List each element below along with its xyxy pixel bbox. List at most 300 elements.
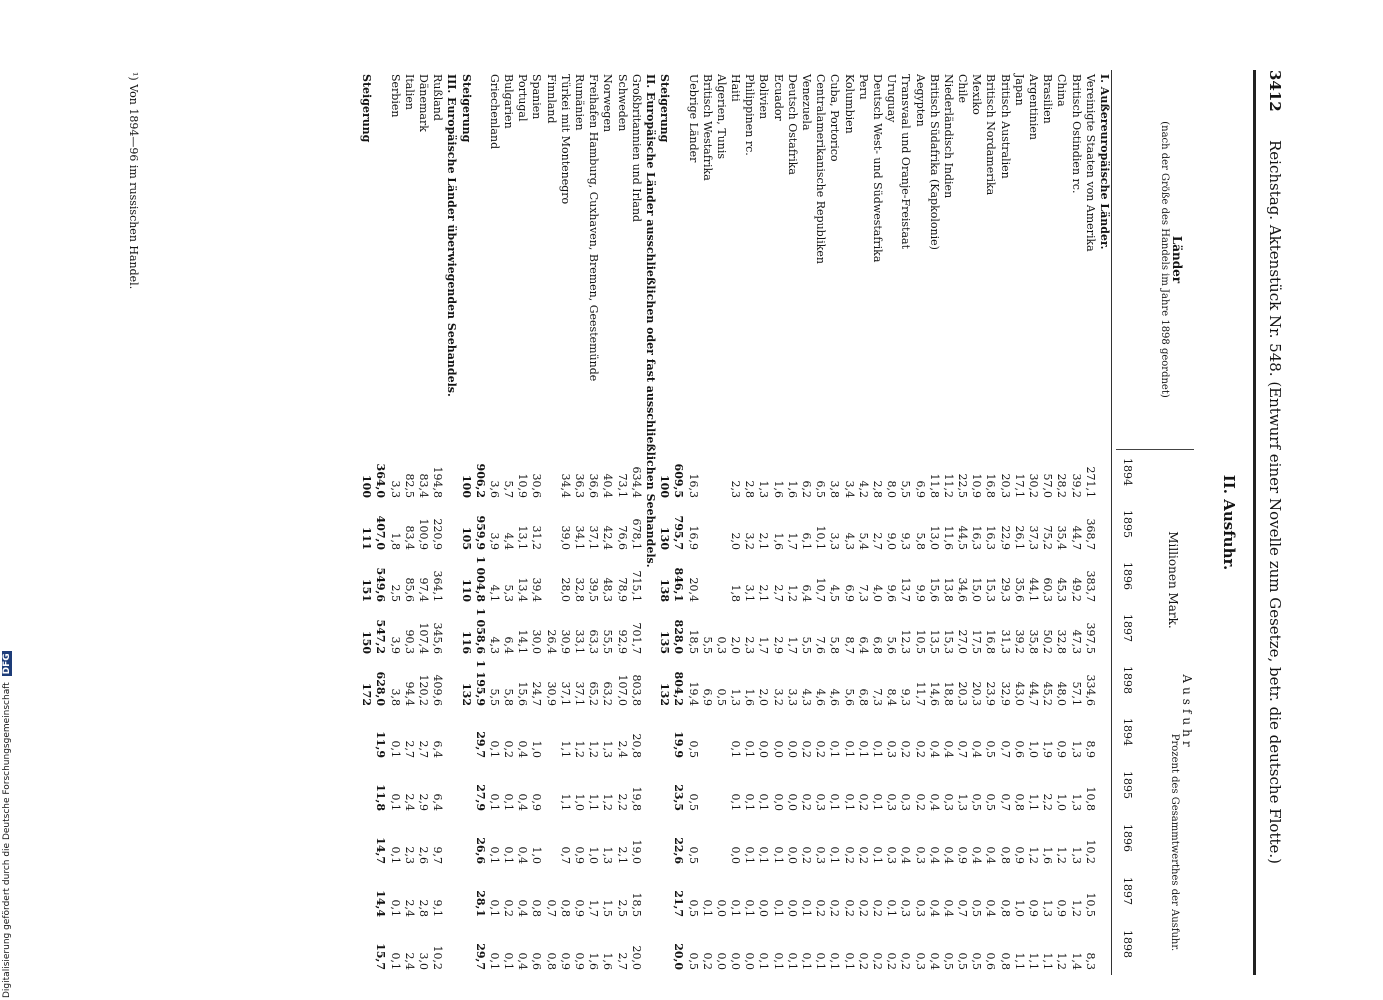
value-millionen: 8,4 — [885, 688, 899, 706]
value-prozent: 1,3 — [601, 846, 615, 864]
table-row — [771, 70, 785, 975]
value-prozent: 0,1 — [487, 793, 501, 811]
value-prozent: 0,1 — [842, 952, 856, 970]
table-row — [529, 70, 543, 975]
country-label: Britisch Nordamerika — [984, 74, 998, 196]
value-millionen: 34,1 — [573, 525, 587, 550]
value-millionen: 16,8 — [984, 629, 998, 654]
value-prozent: 23,5 — [672, 784, 686, 811]
subheader-row — [1166, 450, 1180, 975]
value-millionen: 549,6 — [374, 567, 388, 602]
total-row — [359, 70, 373, 975]
value-prozent: 0,1 — [487, 740, 501, 758]
value-millionen: 6,4 — [800, 584, 814, 602]
table-row — [799, 70, 813, 975]
value-prozent: 1,3 — [956, 793, 970, 811]
country-label: Cuba, Portorico — [828, 74, 842, 162]
value-millionen: 65,2 — [587, 681, 601, 706]
value-prozent: 2,2 — [1041, 793, 1055, 811]
value-millionen: 13,0 — [927, 525, 941, 550]
value-millionen: 16,9 — [686, 525, 700, 550]
value-prozent: 0,1 — [700, 899, 714, 917]
value-prozent: 0,2 — [899, 740, 913, 758]
value-millionen: 20,4 — [686, 577, 700, 602]
value-prozent: 1,3 — [601, 740, 615, 758]
value-prozent: 0,1 — [743, 846, 757, 864]
value-prozent: 0,1 — [828, 793, 842, 811]
column-header-ausfuhr — [1116, 450, 1194, 975]
value-prozent: 9,7 — [431, 846, 445, 864]
value-millionen: 44,7 — [1027, 681, 1041, 706]
country-label: China — [1055, 74, 1069, 107]
value-prozent: 1,2 — [1055, 952, 1069, 970]
year-label: 1896 — [1121, 562, 1134, 590]
value-millionen: 31,2 — [530, 525, 544, 550]
value-millionen: 4,1 — [487, 584, 501, 602]
value-millionen: 30,6 — [530, 473, 544, 498]
value-prozent: 29,7 — [473, 731, 487, 758]
value-millionen: 36,6 — [587, 473, 601, 498]
table-row — [387, 70, 401, 975]
value-millionen: 3,2 — [743, 532, 757, 550]
value-prozent: 0,1 — [757, 846, 771, 864]
value-millionen: 0,5 — [714, 688, 728, 706]
value-millionen: 26,4 — [544, 629, 558, 654]
value-millionen: 100 — [459, 475, 473, 498]
value-prozent: 1,2 — [587, 740, 601, 758]
value-millionen: 10,9 — [970, 473, 984, 498]
value-prozent: 0,1 — [842, 740, 856, 758]
value-prozent: 0,4 — [927, 846, 941, 864]
value-prozent: 0,9 — [573, 899, 587, 917]
value-millionen: 28,0 — [558, 577, 572, 602]
value-prozent: 0,1 — [814, 952, 828, 970]
value-millionen: 17,5 — [970, 629, 984, 654]
value-prozent: 0,1 — [757, 793, 771, 811]
table-row — [941, 70, 955, 975]
value-prozent: 0,4 — [927, 793, 941, 811]
value-prozent: 0,5 — [686, 952, 700, 970]
value-millionen: 715,1 — [629, 570, 643, 602]
country-label: Uebrige Länder — [686, 74, 700, 163]
value-millionen: 27,0 — [956, 629, 970, 654]
page-number: 3412 — [1266, 70, 1284, 112]
value-millionen: 31,3 — [998, 629, 1012, 654]
value-prozent: 0,4 — [516, 899, 530, 917]
value-millionen: 10,7 — [814, 577, 828, 602]
value-millionen: 5,5 — [899, 480, 913, 498]
value-prozent: 0,4 — [984, 846, 998, 864]
value-prozent: 6,4 — [431, 793, 445, 811]
table-row — [685, 70, 699, 975]
table-row — [487, 70, 501, 975]
country-label: Rußland — [431, 74, 445, 121]
value-millionen: 23,9 — [984, 681, 998, 706]
country-label: Uruguay — [885, 74, 899, 123]
value-millionen: 11,6 — [941, 525, 955, 550]
laender-note: (nach der Größe des Handels im Jahre 1898 geordnet) — [1159, 121, 1170, 398]
country-label: Algerien, Tunis — [714, 74, 728, 160]
value-millionen: 15,6 — [927, 577, 941, 602]
country-label: Philippinen rc. — [743, 74, 757, 156]
value-millionen: 2,5 — [388, 584, 402, 602]
value-millionen: 35,6 — [1012, 577, 1026, 602]
value-prozent: 0,2 — [856, 846, 870, 864]
value-millionen: 10,9 — [516, 473, 530, 498]
value-prozent: 1,1 — [1041, 952, 1055, 970]
value-prozent: 0,6 — [1012, 740, 1026, 758]
value-prozent: 2,7 — [417, 740, 430, 758]
value-prozent: 1,6 — [1041, 846, 1055, 864]
table-row — [742, 70, 756, 975]
value-prozent: 8,3 — [1083, 952, 1097, 970]
value-prozent: 0,2 — [856, 899, 870, 917]
table-row — [827, 70, 841, 975]
value-prozent: 0,7 — [998, 793, 1012, 811]
value-prozent: 2,4 — [402, 793, 416, 811]
value-millionen: 3,1 — [743, 584, 757, 602]
digitization-credit — [2, 651, 12, 998]
value-prozent: 1,1 — [558, 793, 572, 811]
table-row — [998, 70, 1012, 975]
value-millionen: 82,5 — [402, 473, 416, 498]
value-millionen: 20,3 — [998, 473, 1012, 498]
value-millionen: 30,9 — [544, 681, 558, 706]
value-millionen: 4,5 — [828, 584, 842, 602]
value-prozent: 0,2 — [913, 793, 927, 811]
rotated-table-sheet — [105, 70, 1290, 975]
country-label: Ecuador — [771, 74, 785, 121]
value-millionen: 132 — [459, 683, 473, 706]
value-prozent: 0,2 — [828, 899, 842, 917]
value-millionen: 39,0 — [558, 525, 572, 550]
value-prozent: 0,1 — [743, 793, 757, 811]
column-header-laender — [1116, 70, 1194, 450]
value-millionen: 906,2 — [473, 463, 487, 498]
value-millionen: 24,7 — [530, 681, 544, 706]
value-prozent: 2,6 — [417, 846, 430, 864]
value-prozent: 19,0 — [629, 839, 643, 864]
year-label: 1895 — [1121, 510, 1134, 538]
value-prozent: 1,0 — [587, 846, 601, 864]
value-millionen: 19,4 — [686, 681, 700, 706]
value-millionen: 9,9 — [913, 584, 927, 602]
section-row — [1097, 70, 1111, 975]
value-millionen: 2,3 — [743, 636, 757, 654]
value-prozent: 0,5 — [970, 793, 984, 811]
value-millionen: 9,0 — [885, 532, 899, 550]
value-millionen: 60,3 — [1041, 577, 1055, 602]
value-millionen: 39,5 — [587, 577, 601, 602]
table-row — [430, 70, 444, 975]
value-millionen: 678,1 — [629, 518, 643, 550]
value-prozent: 0,0 — [714, 899, 728, 917]
value-millionen: 5,4 — [856, 532, 870, 550]
value-millionen: 1,7 — [785, 636, 799, 654]
value-millionen: 409,6 — [431, 674, 445, 706]
value-prozent: 0,5 — [686, 793, 700, 811]
value-prozent: 1,1 — [558, 740, 572, 758]
total-row — [458, 70, 472, 975]
value-millionen: 9,3 — [899, 688, 913, 706]
value-millionen: 6,4 — [856, 636, 870, 654]
country-label: Deutsch Ostafrika — [785, 74, 799, 175]
country-label: Deutsch West- und Südwestafrika — [871, 74, 884, 263]
value-prozent: 28,1 — [473, 890, 487, 917]
value-millionen: 3,3 — [388, 480, 402, 498]
table-row — [700, 70, 714, 975]
value-prozent: 2,7 — [402, 740, 416, 758]
value-prozent: 0,1 — [502, 793, 516, 811]
section-row — [643, 70, 657, 975]
value-prozent: 0,2 — [842, 899, 856, 917]
value-prozent: 0,4 — [927, 899, 941, 917]
value-prozent: 1,0 — [530, 740, 544, 758]
value-millionen: 20,3 — [956, 681, 970, 706]
year-label: 1897 — [1121, 614, 1134, 642]
value-prozent: 20,0 — [672, 943, 686, 970]
value-millionen: 15,3 — [984, 577, 998, 602]
total-row — [373, 70, 387, 975]
value-prozent: 2,4 — [615, 740, 629, 758]
value-prozent: 10,5 — [1083, 892, 1097, 917]
value-millionen: 14,1 — [516, 629, 530, 654]
value-millionen: 43,0 — [1012, 681, 1026, 706]
value-prozent: 0,1 — [487, 846, 501, 864]
value-prozent: 0,2 — [502, 899, 516, 917]
table-row — [714, 70, 728, 975]
value-prozent: 1,0 — [1055, 793, 1069, 811]
laender-heading: Länder — [1170, 235, 1184, 284]
value-prozent: 0,1 — [388, 740, 402, 758]
value-prozent: 0,3 — [899, 899, 913, 917]
value-prozent: 1,0 — [1027, 740, 1041, 758]
value-prozent: 0,2 — [899, 952, 913, 970]
value-prozent: 0,9 — [1055, 740, 1069, 758]
value-millionen: 3,6 — [487, 480, 501, 498]
value-prozent: 0,4 — [941, 740, 955, 758]
value-millionen: 4,6 — [814, 688, 828, 706]
value-prozent: 0,8 — [558, 899, 572, 917]
value-millionen: 4,4 — [502, 532, 516, 550]
value-millionen: 120,2 — [417, 674, 430, 706]
value-prozent: 0,0 — [714, 952, 728, 970]
value-prozent: 2,7 — [615, 952, 629, 970]
value-prozent: 18,5 — [629, 892, 643, 917]
value-prozent: 0,9 — [530, 793, 544, 811]
value-millionen: 30,0 — [530, 629, 544, 654]
value-prozent: 1,3 — [1041, 899, 1055, 917]
value-millionen: 2,8 — [871, 480, 884, 498]
value-prozent: 1,1 — [1027, 793, 1041, 811]
value-millionen: 111 — [360, 527, 374, 550]
table-row — [841, 70, 855, 975]
value-millionen: 803,8 — [629, 674, 643, 706]
table-row — [629, 70, 643, 975]
country-label: Rumänien — [573, 74, 587, 131]
table-row — [1026, 70, 1040, 975]
value-millionen: 35,4 — [1055, 525, 1069, 550]
value-prozent: 1,3 — [1069, 846, 1083, 864]
value-prozent: 1,6 — [601, 952, 615, 970]
value-millionen: 49,2 — [1069, 577, 1083, 602]
value-millionen: 5,3 — [502, 584, 516, 602]
footnote: ¹) Von 1894—96 im russischen Handel. — [127, 72, 140, 290]
value-prozent: 0,0 — [729, 846, 743, 864]
value-prozent: 0,1 — [828, 846, 842, 864]
year-label: 1896 — [1121, 824, 1134, 852]
value-millionen: 364,0 — [374, 463, 388, 498]
country-label: Britisch Südafrika (Kapkolonie) — [927, 74, 941, 250]
value-millionen: 37,1 — [558, 681, 572, 706]
value-millionen: 100 — [360, 475, 374, 498]
value-millionen: 1,8 — [388, 532, 402, 550]
value-millionen: 107,0 — [615, 674, 629, 706]
value-prozent: 0,4 — [516, 793, 530, 811]
value-millionen: 828,0 — [672, 619, 686, 654]
value-millionen: 13,7 — [899, 577, 913, 602]
value-millionen: 13,4 — [516, 577, 530, 602]
value-millionen: 2,0 — [729, 636, 743, 654]
value-prozent: 0,6 — [530, 952, 544, 970]
value-prozent: 14,7 — [374, 837, 388, 864]
value-prozent: 2,4 — [402, 952, 416, 970]
country-label: Kolumbien — [842, 74, 856, 134]
value-millionen: 6,9 — [700, 688, 714, 706]
value-prozent: 0,1 — [487, 899, 501, 917]
value-millionen: 13,1 — [516, 525, 530, 550]
country-label: Bolivien — [757, 74, 771, 120]
value-millionen: 4,0 — [871, 584, 884, 602]
value-millionen: 4,3 — [487, 636, 501, 654]
value-millionen: 83,4 — [417, 473, 430, 498]
value-millionen: 78,9 — [615, 577, 629, 602]
value-millionen: 75,2 — [1041, 525, 1055, 550]
value-millionen: 37,1 — [587, 525, 601, 550]
value-prozent: 29,7 — [473, 943, 487, 970]
value-prozent: 0,7 — [558, 846, 572, 864]
value-millionen: 3,4 — [842, 480, 856, 498]
table-row — [1054, 70, 1068, 975]
table-row — [586, 70, 600, 975]
table-row — [969, 70, 983, 975]
value-millionen: 9,6 — [885, 584, 899, 602]
value-millionen: 6,5 — [814, 480, 828, 498]
value-prozent: 0,5 — [956, 952, 970, 970]
value-prozent: 27,9 — [473, 784, 487, 811]
value-millionen: 22,9 — [998, 525, 1012, 550]
value-millionen: 2,8 — [743, 480, 757, 498]
value-prozent: 0,0 — [785, 899, 799, 917]
value-millionen: 2,3 — [729, 480, 743, 498]
value-millionen: 1,6 — [743, 688, 757, 706]
value-prozent: 0,3 — [913, 899, 927, 917]
country-label: Türkei mit Montenegro — [558, 74, 572, 205]
value-millionen: 5,6 — [885, 636, 899, 654]
table-row — [600, 70, 614, 975]
value-prozent: 0,4 — [970, 740, 984, 758]
country-label: Britisch Australien — [998, 74, 1012, 179]
value-prozent: 0,9 — [1055, 899, 1069, 917]
value-prozent: 0,1 — [771, 952, 785, 970]
value-prozent: 0,1 — [785, 952, 799, 970]
value-prozent: 0,1 — [729, 793, 743, 811]
value-millionen: 39,2 — [1012, 629, 1026, 654]
value-millionen: 368,7 — [1083, 518, 1097, 550]
table-row — [927, 70, 941, 975]
value-prozent: 0,2 — [871, 899, 884, 917]
value-millionen: 3,3 — [828, 532, 842, 550]
value-prozent: 0,5 — [970, 952, 984, 970]
value-millionen: 15,0 — [970, 577, 984, 602]
value-millionen: 634,4 — [629, 466, 643, 498]
value-millionen: 4,3 — [800, 688, 814, 706]
table-row — [912, 70, 926, 975]
value-prozent: 10,8 — [1083, 786, 1097, 811]
value-prozent: 0,5 — [686, 899, 700, 917]
value-millionen: 3,2 — [771, 688, 785, 706]
country-label: Großbritannien und Irland — [629, 74, 643, 223]
country-label: Finnland — [544, 74, 558, 124]
value-millionen: 1 058,6 — [473, 608, 487, 654]
table-row — [884, 70, 898, 975]
value-prozent: 0,0 — [729, 952, 743, 970]
value-millionen: 42,4 — [601, 525, 615, 550]
value-millionen: 5,8 — [913, 532, 927, 550]
value-millionen: 110 — [459, 579, 473, 602]
dfg-logo: DFG — [2, 653, 12, 675]
value-millionen: 47,3 — [1069, 629, 1083, 654]
value-prozent: 14,4 — [374, 890, 388, 917]
value-prozent: 0,1 — [388, 952, 402, 970]
value-prozent: 0,5 — [984, 740, 998, 758]
country-label: Italien — [402, 74, 416, 110]
value-millionen: 22,5 — [956, 473, 970, 498]
value-millionen: 6,8 — [871, 636, 884, 654]
country-label: Steigerung — [360, 74, 374, 143]
table-row — [544, 70, 558, 975]
value-millionen: 16,3 — [970, 525, 984, 550]
value-prozent: 0,2 — [700, 952, 714, 970]
value-prozent: 0,0 — [771, 793, 785, 811]
value-prozent: 0,9 — [1027, 899, 1041, 917]
value-millionen: 271,1 — [1083, 466, 1097, 498]
value-millionen: 32,9 — [998, 681, 1012, 706]
value-millionen: 2,0 — [757, 688, 771, 706]
value-millionen: 16,8 — [984, 473, 998, 498]
table-row — [1012, 70, 1026, 975]
value-prozent: 0,2 — [842, 846, 856, 864]
country-label: Aegypten — [913, 74, 927, 127]
value-prozent: 1,6 — [587, 952, 601, 970]
country-label: Chile — [956, 74, 970, 104]
table-row — [756, 70, 770, 975]
value-millionen: 132 — [658, 683, 672, 706]
value-prozent: 0,9 — [573, 952, 587, 970]
credit-text: Digitalisierung gefördert durch die Deutsche Forschungsgemeinschaft — [2, 682, 12, 998]
table-row — [572, 70, 586, 975]
value-prozent: 0,4 — [516, 846, 530, 864]
value-prozent: 1,2 — [601, 793, 615, 811]
value-millionen: 8,0 — [885, 480, 899, 498]
value-prozent: 0,5 — [686, 740, 700, 758]
value-millionen: 1,6 — [771, 480, 785, 498]
value-millionen: 6,4 — [502, 636, 516, 654]
value-millionen: 45,3 — [1055, 577, 1069, 602]
value-millionen: 0,3 — [714, 636, 728, 654]
value-prozent: 0,9 — [558, 952, 572, 970]
country-label: I. Außereuropäische Länder. — [1098, 74, 1111, 250]
